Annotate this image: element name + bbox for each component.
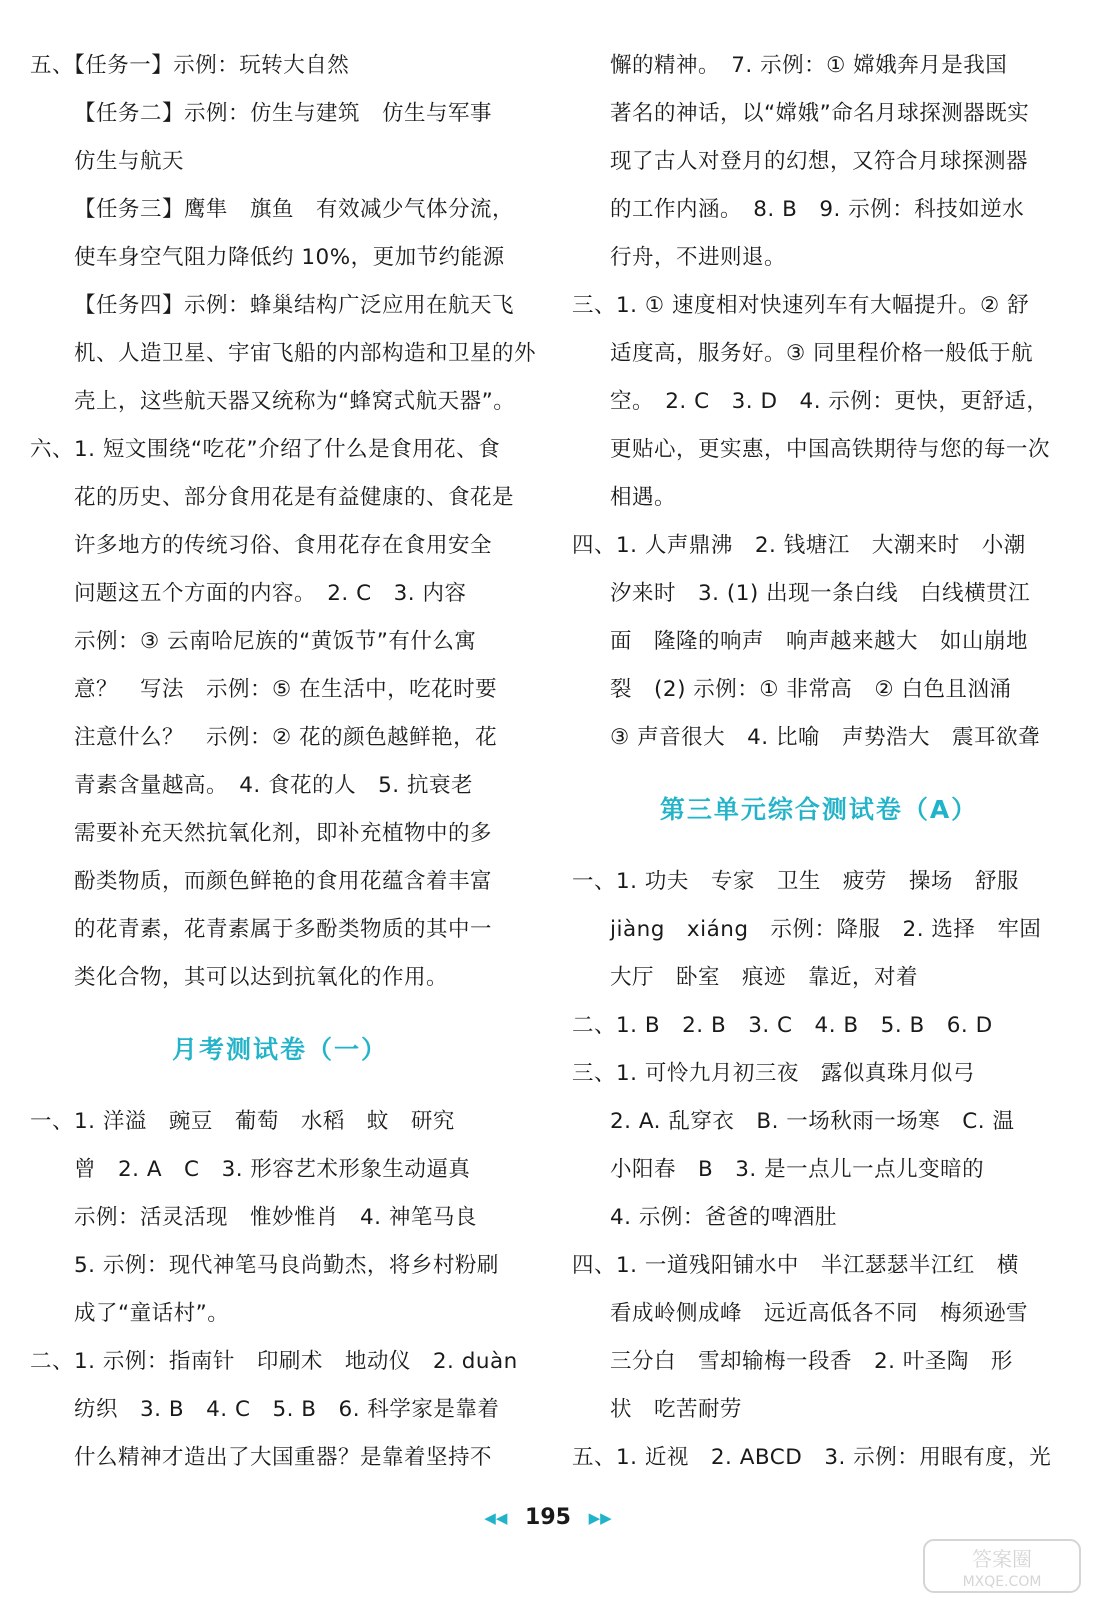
answer-line: 五、【任务一】示例：玩转大自然	[30, 53, 350, 78]
answer-line: 二、1. 示例：指南针 印刷术 地动仪 2. duàn	[30, 1349, 518, 1374]
answer-line: 壳上，这些航天器又统称为“蜂窝式航天器”。	[74, 389, 516, 414]
answer-line: 的工作内涵。 8. B 9. 示例：科技如逆水	[610, 197, 1025, 222]
page-number: 195	[525, 1505, 571, 1530]
answer-line: 青素含量越高。 4. 食花的人 5. 抗衰老	[74, 773, 473, 798]
answer-line: jiàng xiáng 示例：降服 2. 选择 牢固	[610, 917, 1042, 942]
answer-line: 仿生与航天	[74, 149, 185, 174]
answer-line: 4. 示例：爸爸的啤酒肚	[610, 1205, 837, 1230]
answer-line: 示例：③ 云南哈尼族的“黄饭节”有什么寓	[74, 629, 477, 654]
answer-line: ③ 声音很大 4. 比喻 声势浩大 震耳欲聋	[610, 725, 1040, 750]
right-column	[572, 42, 1066, 1482]
left-column	[30, 42, 537, 1482]
answer-line: 三、1. 可怜九月初三夜 露似真珠月似弓	[572, 1061, 975, 1086]
answer-line: 酚类物质，而颜色鲜艳的食用花蕴含着丰富	[74, 869, 493, 894]
answer-line: 面 隆隆的响声 响声越来越大 如山崩地	[610, 629, 1029, 654]
answer-line: 需要补充天然抗氧化剂，即补充植物中的多	[74, 821, 493, 846]
prev-arrows-icon: ◀◀	[484, 1509, 508, 1527]
answer-line: 意？ 写法 示例：⑤ 在生活中，吃花时要	[74, 677, 498, 702]
next-arrows-icon: ▶▶	[588, 1509, 612, 1527]
section-heading: 月考测试卷（一）	[171, 1035, 388, 1064]
answer-line: 注意什么？ 示例：② 花的颜色越鲜艳，花	[74, 725, 498, 750]
answer-line: 著名的神话，以“嫦娥”命名月球探测器既实	[610, 101, 1030, 126]
site-watermark-logo	[922, 1538, 1082, 1594]
answer-line: 【任务三】鹰隼 旗鱼 有效减少气体分流，	[74, 197, 515, 222]
answer-line: 二、1. B 2. B 3. C 4. B 5. B 6. D	[572, 1013, 993, 1038]
answer-line: 裂 (2) 示例：① 非常高 ② 白色且汹涌	[610, 677, 1012, 702]
answer-line: 示例：活灵活现 惟妙惟肖 4. 神笔马良	[74, 1205, 477, 1230]
answer-line: 【任务二】示例：仿生与建筑 仿生与军事	[74, 101, 493, 126]
answer-line: 六、1. 短文围绕“吃花”介绍了什么是食用花、食	[30, 437, 501, 462]
answer-line: 现了古人对登月的幻想，又符合月球探测器	[610, 149, 1029, 174]
page-footer	[0, 1498, 1096, 1538]
answer-line: 什么精神才造出了大国重器？是靠着坚持不	[74, 1445, 493, 1470]
answer-line: 使车身空气阻力降低约 10%，更加节约能源	[74, 245, 505, 270]
answer-line: 三、1. ① 速度相对快速列车有大幅提升。② 舒	[572, 293, 1030, 318]
answer-line: 问题这五个方面的内容。 2. C 3. 内容	[74, 581, 467, 606]
answer-line: 看成岭侧成峰 远近高低各不同 梅须逊雪	[610, 1301, 1029, 1326]
answer-line: 三分白 雪却输梅一段香 2. 叶圣陶 形	[610, 1349, 1013, 1374]
answer-line: 花的历史、部分食用花是有益健康的、食花是	[74, 485, 515, 510]
answer-line: 2. A. 乱穿衣 B. 一场秋雨一场寒 C. 温	[610, 1109, 1015, 1134]
answer-line: 成了“童话村”。	[74, 1301, 230, 1326]
answer-line: 曾 2. A C 3. 形容艺术形象生动逼真	[74, 1157, 471, 1182]
answer-line: 许多地方的传统习俗、食用花存在食用安全	[74, 533, 493, 558]
answer-line: 类化合物，其可以达到抗氧化的作用。	[74, 965, 449, 990]
answer-line: 行舟，不进则退。	[610, 245, 787, 270]
answer-line: 四、1. 人声鼎沸 2. 钱塘江 大潮来时 小潮	[572, 533, 1026, 558]
answer-line: 小阳春 B 3. 是一点儿一点儿变暗的	[610, 1157, 985, 1182]
answer-line: 大厅 卧室 痕迹 靠近，对着	[610, 965, 919, 990]
answer-line: 更贴心，更实惠，中国高铁期待与您的每一次	[610, 437, 1051, 462]
answer-line: 纺织 3. B 4. C 5. B 6. 科学家是靠着	[74, 1397, 500, 1422]
answer-line: 懈的精神。 7. 示例：① 嫦娥奔月是我国	[610, 53, 1008, 78]
answer-line: 汐来时 3. (1) 出现一条白线 白线横贯江	[610, 581, 1031, 606]
answer-line: 5. 示例：现代神笔马良尚勤杰，将乡村粉刷	[74, 1253, 499, 1278]
answer-line: 【任务四】示例：蜂巢结构广泛应用在航天飞	[74, 293, 515, 318]
answer-line: 状 吃苦耐劳	[610, 1397, 743, 1422]
answer-line: 五、1. 近视 2. ABCD 3. 示例：用眼有度，光	[572, 1445, 1052, 1470]
answer-line: 机、人造卫星、宇宙飞船的内部构造和卫星的外	[74, 341, 537, 366]
svg-text:MXQE.COM: MXQE.COM	[962, 1574, 1042, 1590]
answer-line: 一、1. 功夫 专家 卫生 疲劳 操场 舒服	[572, 869, 1019, 894]
answer-line: 空。 2. C 3. D 4. 示例：更快，更舒适，	[610, 389, 1049, 414]
answer-line: 相遇。	[610, 485, 677, 510]
answer-line: 适度高，服务好。③ 同里程价格一般低于航	[610, 341, 1034, 366]
answer-line: 四、1. 一道残阳铺水中 半江瑟瑟半江红 横	[572, 1253, 1019, 1278]
answer-line: 一、1. 洋溢 豌豆 葡萄 水稻 蚊 研究	[30, 1109, 455, 1134]
section-heading: 第三单元综合测试卷（A）	[659, 795, 979, 824]
answer-line: 的花青素，花青素属于多酚类物质的其中一	[74, 917, 493, 942]
svg-text:答案圈: 答案圈	[972, 1547, 1032, 1571]
